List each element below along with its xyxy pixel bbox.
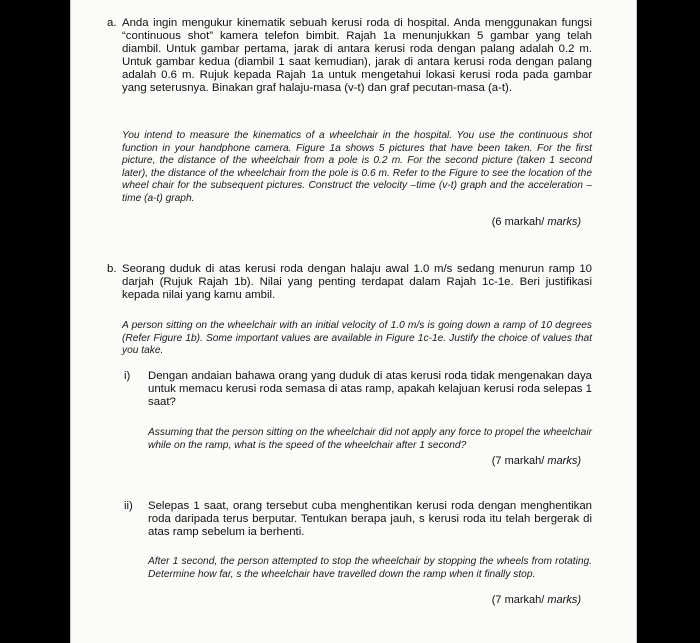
part-a-marks-english: marks) [547,216,581,228]
part-a-malay-text: Anda ingin mengukur kinematik sebuah kerusi roda di hospital. Anda menggunakan fungsi “continuous shot” kamera telefon bimbit. Rajah 1a menunjukkan 5 gambar yang telah diambil. Untuk gambar pertama, jarak di antara kerusi roda dengan palang adalah 0.2 m. Untuk gambar kedua (diambil 1 saat kemudian), jarak di antara kerusi roda dengan palang adalah 0.6 m. Rujuk kepada Rajah 1a untuk mengetahui lokasi kerusi roda pada gambar yang seterusnya. Binakan graf halaju-masa (v-t) dan graf pecutan-masa (a-t). [122,17,592,94]
part-b-i-english-text: Assuming that the person sitting on the wheelchair did not apply any force to propel the wheelchair while on the ramp, what is the speed of the wheelchair after 1 second? [148,427,592,451]
exam-page [70,0,637,643]
part-b-ii-label: ii) [124,500,133,512]
part-a-marks [371,216,581,229]
part-a-label: a. [107,17,117,29]
part-b-i-malay-text: Dengan andaian bahawa orang yang duduk di atas kerusi roda tidak mengenakan daya untuk memacu kerusi roda semasa di atas ramp, apakah kelajuan kerusi roda selepas 1 saat? [148,370,592,408]
part-a-english-text: You intend to measure the kinematics of a wheelchair in the hospital. You use the continuous shot function in your handphone camera. Figure 1a shows 5 pictures that have been taken. For the first picture, the distance of the wheelchair from a pole is 0.2 m. For the second picture (taken 1 second later), the distance of the wheelchair from the pole is 0.6 m. Refer to the Figure to see the location of the wheel chair for the subsequent pictures. Construct the velocity –time (v-t) graph and the acceleration –time (a-t) graph. [122,130,592,204]
part-b-ii-marks [371,594,581,607]
part-b-malay-text: Seorang duduk di atas kerusi roda dengan halaju awal 1.0 m/s sedang menurun ramp 10 darjah (Rujuk Rajah 1b). Nilai yang penting terdapat dalam Rajah 1c-1e. Beri justifikasi kepada nilai yang kamu ambil. [122,263,592,301]
part-b-i-marks [371,455,581,468]
part-b-ii-marks-english: marks) [547,594,581,606]
part-b-label: b. [107,263,117,275]
part-b-ii-marks-malay: (7 markah/ [491,594,545,606]
part-b-english-text: A person sitting on the wheelchair with an initial velocity of 1.0 m/s is going down a ramp of 10 degrees (Refer Figure 1b). Some important values are available in Figure 1c-1e. Justify the choice of values that you take. [122,320,592,357]
part-a-marks-malay: (6 markah/ [491,216,545,228]
part-b-ii-malay-text: Selepas 1 saat, orang tersebut cuba menghentikan kerusi roda dengan menghentikan roda daripada terus berputar. Tentukan berapa jauh, s kerusi roda itu telah bergerak di atas ramp sebelum ia berhenti. [148,500,592,538]
part-b-i-marks-english: marks) [547,455,581,467]
part-b-i-marks-malay: (7 markah/ [491,455,545,467]
part-b-i-label: i) [124,370,131,382]
part-b-ii-english-text: After 1 second, the person attempted to stop the wheelchair by stopping the wheels from rotating. Determine how far, s the wheelchair have travelled down the ramp when it finally stop. [148,556,592,580]
